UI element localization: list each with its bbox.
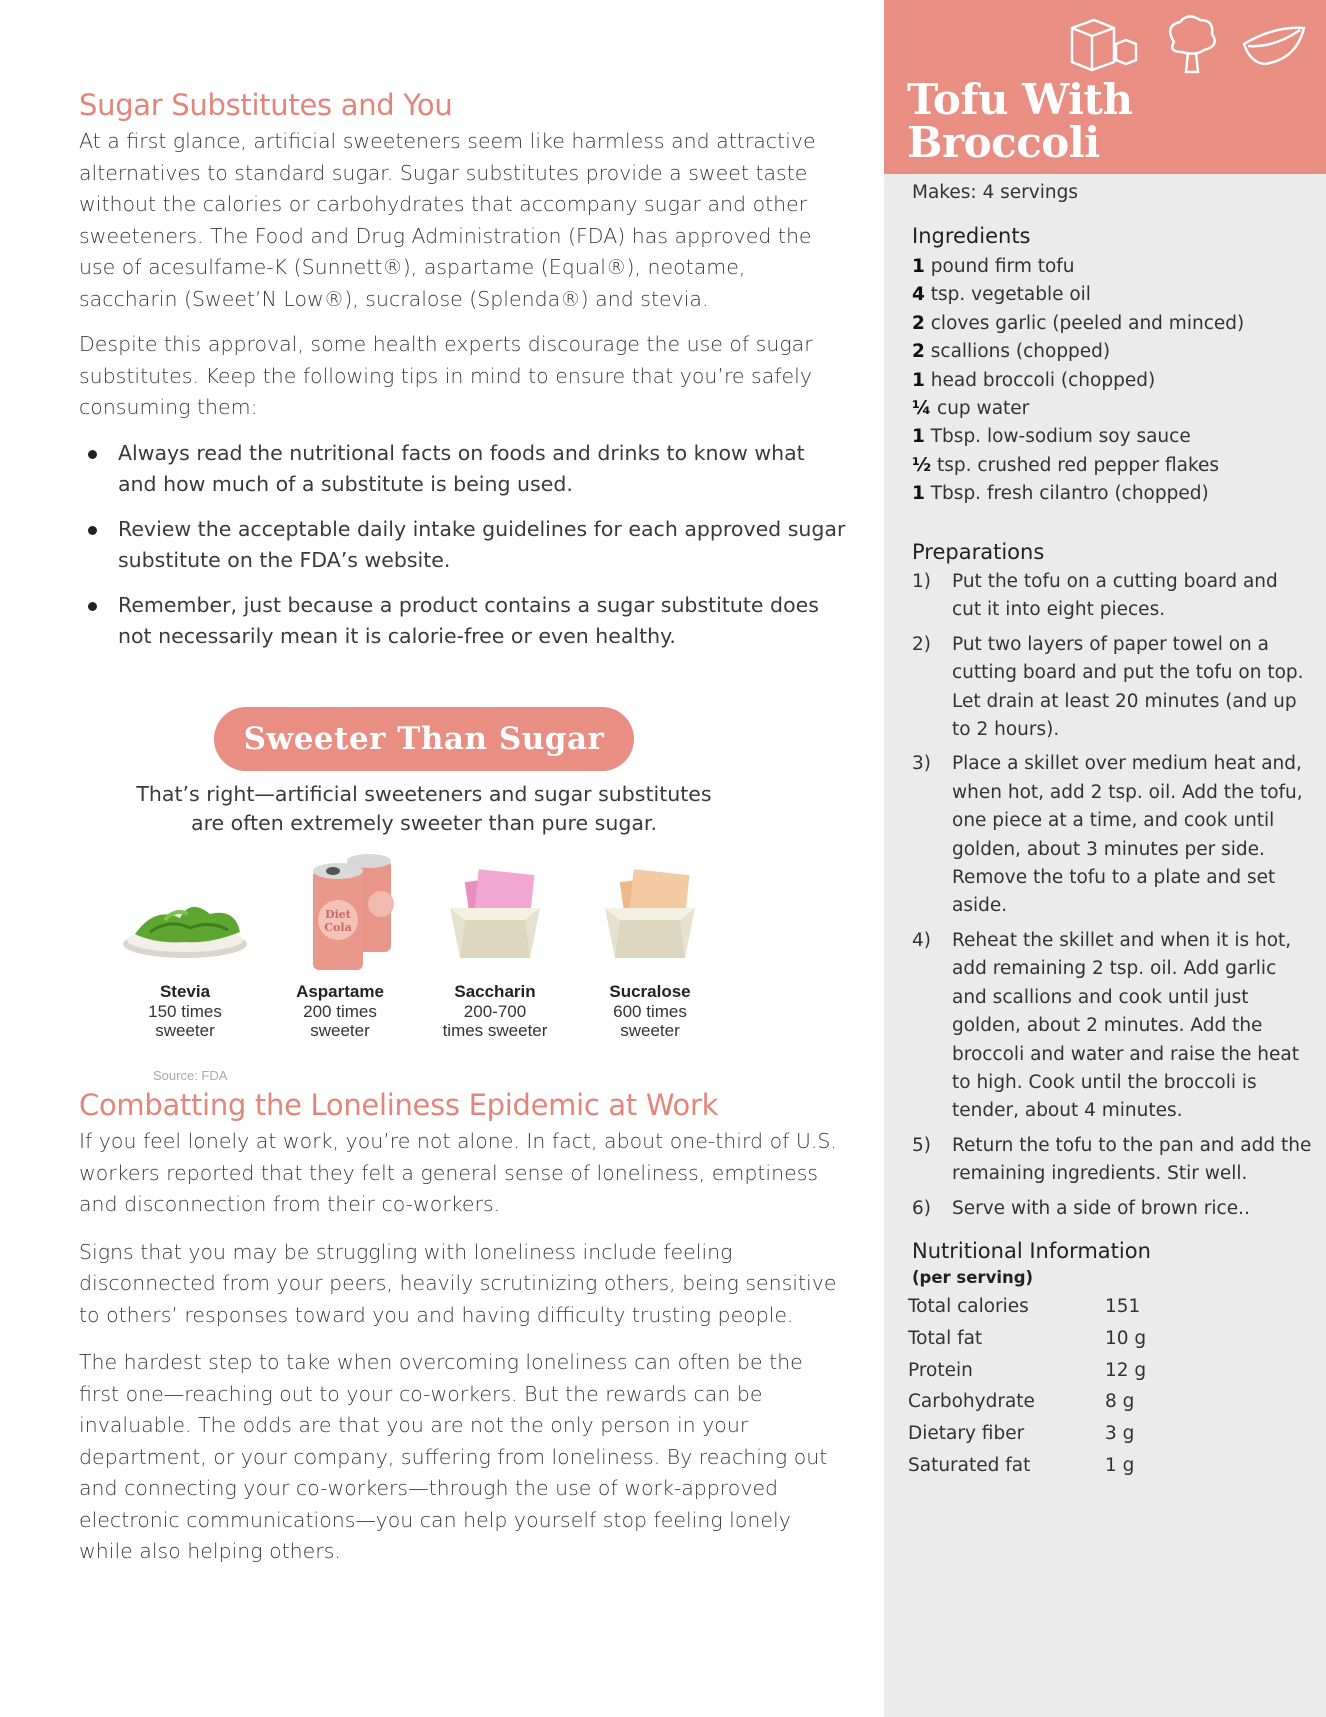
table-row: Dietary fiber 3 g xyxy=(908,1423,1135,1445)
stevia-plate-icon xyxy=(110,848,260,978)
sweetener-stevia: Stevia 150 times sweeter xyxy=(110,848,260,1040)
yellow-packet-box-icon xyxy=(575,848,725,978)
preparation-steps xyxy=(912,568,1312,1229)
nutrition-table xyxy=(908,1291,1146,1481)
table-row: Carbohydrate 8 g xyxy=(908,1391,1135,1413)
preparations-heading: Preparations xyxy=(912,540,1045,564)
list-item: Always read the nutritional facts on foods and drinks to know what and how much of a substitute is being used. xyxy=(79,438,849,501)
cube-icon xyxy=(1072,20,1136,70)
table-row: Protein 12 g xyxy=(908,1359,1147,1381)
list-item: 2) Put two layers of paper towel on a cutting board and put the tofu on top. Let drain at least 20 minutes (and up to 2 hours). xyxy=(912,633,1304,741)
sweetener-name: Saccharin xyxy=(454,982,536,1001)
article-title-loneliness: Combatting the Loneliness Epidemic at Work xyxy=(79,1088,719,1122)
list-item: 1) Put the tofu on a cutting board and cut it into eight pieces. xyxy=(912,571,1278,621)
table-row: Total calories 151 xyxy=(908,1296,1141,1318)
sweetener-name: Sucralose xyxy=(609,982,691,1001)
list-item: 3) Place a skillet over medium heat and, when hot, add 2 tsp. oil. Add the tofu, one piece at a time, and cook until golden, about 3 minutes per side. Remove the tofu to a plate and set aside. xyxy=(912,753,1303,917)
bullet-icon xyxy=(88,602,97,611)
broccoli-icon xyxy=(1170,16,1215,72)
list-item: 6) Serve with a side of brown rice.. xyxy=(912,1197,1250,1219)
article-paragraph: Signs that you may be struggling with loneliness include feeling disconnected from your peers, heavily scrutinizing others, being sensitive to others’ responses toward you and having difficulty trusting people. xyxy=(79,1239,837,1327)
svg-text:Diet: Diet xyxy=(325,908,351,921)
article-loneliness xyxy=(79,1088,849,1568)
sweetener-aspartame: Diet Cola Aspartame 200 times sweeter xyxy=(265,848,415,1040)
recipe-header-icons xyxy=(1064,12,1314,74)
list-item: 2 scallions (chopped) xyxy=(912,341,1111,363)
ingredients-heading: Ingredients xyxy=(912,224,1031,248)
list-item: 1 pound firm tofu xyxy=(912,256,1075,277)
list-item: 4) Reheat the skillet and when it is hot, add remaining 2 tsp. oil. Add garlic and scallions and cook until just golden, about 2 minutes. Add the broccoli and water and raise the heat to high. Cook until the broccoli is tender, about 4 minutes. xyxy=(912,929,1299,1122)
sweetener-saccharin: Saccharin 200-700 times sweeter xyxy=(420,848,570,1040)
list-item: 1 head broccoli (chopped) xyxy=(912,369,1156,391)
bullet-icon xyxy=(88,450,97,459)
main-column xyxy=(79,88,849,653)
recipe-sidebar xyxy=(884,0,1326,1717)
ingredients-list xyxy=(912,253,1244,509)
recipe-header xyxy=(884,0,1326,174)
infographic-title: Sweeter Than Sugar xyxy=(214,707,634,771)
infographic-subtitle: That’s right—artificial sweeteners and sugar substitutes are often extremely sweeter than pure sugar. xyxy=(136,782,712,835)
list-item: ¼ cup water xyxy=(912,397,1030,419)
article-title-sugar: Sugar Substitutes and You xyxy=(79,88,453,122)
list-item: 1 Tbsp. fresh cilantro (chopped) xyxy=(912,483,1209,505)
svg-text:Cola: Cola xyxy=(324,921,352,934)
diet-cola-cans-icon xyxy=(265,848,415,978)
list-item: Review the acceptable daily intake guidelines for each approved sugar substitute on the FDA’s website. xyxy=(79,514,849,577)
bullet-icon xyxy=(88,526,97,535)
tips-list xyxy=(79,438,849,653)
article-paragraph: If you feel lonely at work, you’re not alone. In fact, about one-third of U.S. workers reported that they felt a general sense of loneliness, emptiness and disconnection from their co-workers. xyxy=(79,1129,837,1216)
list-item: ½ tsp. crushed red pepper flakes xyxy=(912,454,1220,476)
table-row: Total fat 10 g xyxy=(908,1328,1147,1350)
nutrition-heading: Nutritional Information xyxy=(912,1239,1151,1263)
sweetener-name: Stevia xyxy=(159,982,211,1001)
infographic-source: Source: FDA xyxy=(153,1068,228,1083)
article-paragraph: Despite this approval, some health experts discourage the use of sugar substitutes. Keep the following tips in mind to ensure that you’re safely consuming them: xyxy=(79,332,813,419)
list-item: Remember, just because a product contains a sugar substitute does not necessarily mean it is calorie-free or even healthy. xyxy=(79,590,849,653)
table-row: Saturated fat 1 g xyxy=(908,1454,1135,1476)
leaf-icon xyxy=(1244,28,1304,64)
list-item: 4 tsp. vegetable oil xyxy=(912,284,1091,306)
article-paragraph: The hardest step to take when overcoming loneliness can often be the first one—reaching out to your co-workers. But the rewards can be invaluable. The odds are that you are not the only person in your department, or your company, suffering from loneliness. By reaching out and connecting your co-workers—through the use of work-approved electronic communications—you can help yourself stop feeling lonely while also helping others. xyxy=(79,1350,828,1563)
recipe-title: Tofu With Broccoli xyxy=(907,75,1133,167)
nutrition-subheading: (per serving) xyxy=(912,1268,1034,1287)
sweetener-sucralose: Sucralose 600 times sweeter xyxy=(575,848,725,1040)
recipe-servings: Makes: 4 servings xyxy=(912,182,1078,203)
article-paragraph: At a first glance, artificial sweeteners seem like harmless and attractive alternatives to standard sugar. Sugar substitutes provide a sweet taste without the calories or carbohydrates that accompany sugar and other sweeteners. The Food and Drug Administration (FDA) has approved the use of acesulfame-K (Sunnett®), aspartame (Equal®), neotame, saccharin (Sweet’N Low®), sucralose (Splenda®) and stevia. xyxy=(79,129,816,311)
sweeteners-comparison xyxy=(110,848,730,1058)
list-item: 2 cloves garlic (peeled and minced) xyxy=(912,312,1245,334)
list-item: 5) Return the tofu to the pan and add the remaining ingredients. Stir well. xyxy=(912,1134,1312,1185)
pink-packet-box-icon xyxy=(420,848,570,978)
sweetener-name: Aspartame xyxy=(296,982,384,1001)
list-item: 1 Tbsp. low-sodium soy sauce xyxy=(912,426,1191,448)
